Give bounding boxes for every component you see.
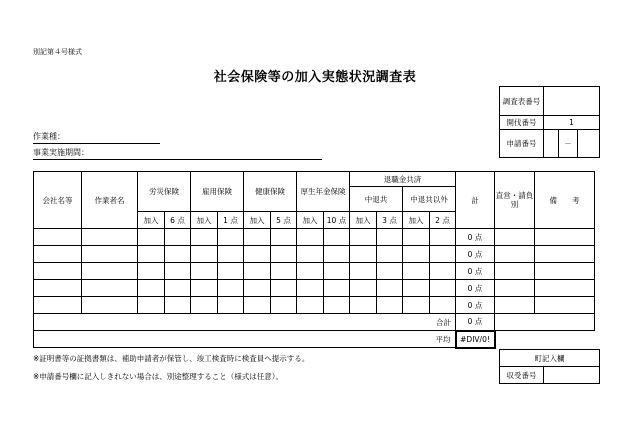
cell[interactable] — [271, 246, 297, 263]
cell[interactable] — [165, 246, 191, 263]
cell[interactable] — [495, 263, 535, 280]
ticket-number-label: 開伐番号 — [500, 116, 544, 130]
cell[interactable] — [138, 280, 165, 297]
survey-number-cell[interactable] — [544, 87, 600, 116]
cell[interactable] — [403, 229, 430, 246]
application-number-label: 申請番号 — [500, 130, 544, 158]
sum-label: 合計 — [34, 314, 456, 331]
cell[interactable] — [535, 246, 595, 263]
header-worker: 作業者名 — [82, 172, 138, 229]
note-evidence: ※証明書等の証拠書類は、補助申請者が保管し、竣工検査時に検査員へ提示する。 — [33, 354, 310, 363]
cell[interactable] — [34, 263, 82, 280]
sub-join: 加入 — [191, 212, 218, 229]
cell[interactable] — [191, 280, 218, 297]
sub-points: 6 点 — [165, 212, 191, 229]
cell[interactable] — [430, 297, 456, 314]
cell[interactable] — [377, 297, 403, 314]
cell[interactable] — [377, 229, 403, 246]
row-score: 0 点 — [456, 263, 495, 280]
cell[interactable] — [82, 229, 138, 246]
cell[interactable] — [218, 229, 244, 246]
survey-number-label: 調査表番号 — [500, 87, 544, 116]
cell[interactable] — [350, 263, 377, 280]
cell[interactable] — [271, 263, 297, 280]
sub-points: 3 点 — [377, 212, 403, 229]
cell[interactable] — [34, 280, 82, 297]
receipt-number-label: 収受番号 — [500, 367, 544, 384]
cell[interactable] — [403, 297, 430, 314]
header-chutaikyo-other: 中退共以外 — [403, 187, 456, 212]
cell[interactable] — [165, 229, 191, 246]
period-field[interactable]: 事業実施期間： — [33, 147, 322, 160]
sub-join: 加入 — [350, 212, 377, 229]
cell[interactable] — [165, 280, 191, 297]
table-row — [34, 229, 595, 246]
cell[interactable] — [34, 297, 82, 314]
sub-points: 5 点 — [271, 212, 297, 229]
cell[interactable] — [535, 263, 595, 280]
cell[interactable] — [350, 297, 377, 314]
cell[interactable] — [218, 263, 244, 280]
cell[interactable] — [271, 229, 297, 246]
cell[interactable] — [535, 297, 595, 314]
row-score: 0 点 — [456, 297, 495, 314]
cell[interactable] — [403, 280, 430, 297]
cell[interactable] — [535, 280, 595, 297]
sub-join: 加入 — [244, 212, 271, 229]
town-entry-header: 町記入欄 — [500, 350, 600, 367]
header-total: 計 — [456, 172, 495, 229]
cell[interactable] — [430, 263, 456, 280]
cell[interactable] — [82, 280, 138, 297]
cell[interactable] — [297, 246, 324, 263]
cell[interactable] — [430, 280, 456, 297]
cell[interactable] — [82, 246, 138, 263]
work-type-field[interactable]: 作業種： — [33, 131, 160, 144]
cell[interactable] — [430, 246, 456, 263]
form-number: 別記第４号様式 — [33, 48, 82, 56]
header-chutaikyo: 中退共 — [350, 187, 403, 212]
survey-table — [33, 171, 595, 349]
table-row — [34, 297, 595, 314]
row-score: 0 点 — [456, 229, 495, 246]
cell[interactable] — [495, 246, 535, 263]
table-row — [34, 263, 595, 280]
cell[interactable] — [324, 246, 350, 263]
cell[interactable] — [324, 297, 350, 314]
cell[interactable] — [244, 263, 271, 280]
average-label: 平均 — [34, 331, 456, 348]
cell[interactable] — [324, 229, 350, 246]
receipt-number-cell[interactable] — [544, 367, 600, 384]
sub-points: 1 点 — [218, 212, 244, 229]
table-row — [34, 246, 595, 263]
sub-points: 2 点 — [430, 212, 456, 229]
cell[interactable] — [324, 263, 350, 280]
sum-blank — [495, 314, 595, 331]
cell[interactable] — [138, 297, 165, 314]
cell[interactable] — [495, 297, 535, 314]
sub-join: 加入 — [297, 212, 324, 229]
cell[interactable] — [350, 280, 377, 297]
cell[interactable] — [191, 297, 218, 314]
average-value: #DIV/0! — [456, 331, 495, 348]
town-entry-box — [499, 349, 600, 384]
cell[interactable] — [403, 263, 430, 280]
application-number-right[interactable] — [578, 130, 600, 158]
id-table — [499, 86, 600, 158]
sum-value: 0 点 — [456, 314, 495, 331]
cell[interactable] — [271, 297, 297, 314]
cell[interactable] — [297, 297, 324, 314]
header-taishoku: 退職金共済 — [350, 172, 456, 187]
cell[interactable] — [191, 229, 218, 246]
sub-points: 10 点 — [324, 212, 350, 229]
cell[interactable] — [191, 246, 218, 263]
cell[interactable] — [244, 229, 271, 246]
cell[interactable] — [377, 246, 403, 263]
header-koyo: 雇用保険 — [191, 172, 244, 212]
sub-join: 加入 — [138, 212, 165, 229]
cell[interactable] — [82, 263, 138, 280]
header-rosai: 労災保険 — [138, 172, 191, 212]
cell[interactable] — [377, 263, 403, 280]
cell[interactable] — [218, 280, 244, 297]
cell[interactable] — [244, 246, 271, 263]
cell[interactable] — [138, 263, 165, 280]
cell[interactable] — [34, 246, 82, 263]
cell[interactable] — [350, 246, 377, 263]
cell[interactable] — [297, 263, 324, 280]
cell[interactable] — [138, 246, 165, 263]
table-row — [34, 280, 595, 297]
cell[interactable] — [297, 229, 324, 246]
cell[interactable] — [244, 280, 271, 297]
average-blank — [495, 331, 595, 348]
cell[interactable] — [350, 229, 377, 246]
header-kenko: 健康保険 — [244, 172, 297, 212]
cell[interactable] — [271, 280, 297, 297]
header-direct: 直営・請負別 — [495, 172, 535, 229]
header-remarks: 備 考 — [535, 172, 595, 229]
cell[interactable] — [165, 297, 191, 314]
cell[interactable] — [218, 297, 244, 314]
cell[interactable] — [324, 280, 350, 297]
header-kosei: 厚生年金保険 — [297, 172, 350, 212]
note-application-number: ※申請番号欄に記入しきれない場合は、別途整理すること（様式は任意）。 — [33, 372, 284, 381]
cell[interactable] — [535, 229, 595, 246]
cell[interactable] — [403, 246, 430, 263]
data-rows — [34, 229, 595, 314]
application-number-separator: － — [559, 130, 578, 158]
header-company: 会社名等 — [34, 172, 82, 229]
application-number-left[interactable] — [544, 130, 559, 158]
cell[interactable] — [165, 263, 191, 280]
cell[interactable] — [495, 280, 535, 297]
cell[interactable] — [191, 263, 218, 280]
cell[interactable] — [218, 246, 244, 263]
cell[interactable] — [297, 280, 324, 297]
cell[interactable] — [430, 229, 456, 246]
row-score: 0 点 — [456, 280, 495, 297]
cell[interactable] — [495, 229, 535, 246]
page-title: 社会保険等の加入実態状況調査表 — [213, 70, 417, 85]
cell[interactable] — [82, 297, 138, 314]
row-score: 0 点 — [456, 246, 495, 263]
cell[interactable] — [34, 229, 82, 246]
cell[interactable] — [244, 297, 271, 314]
ticket-number-cell[interactable]: 1 — [544, 116, 600, 130]
cell[interactable] — [377, 280, 403, 297]
cell[interactable] — [138, 229, 165, 246]
sub-join: 加入 — [403, 212, 430, 229]
